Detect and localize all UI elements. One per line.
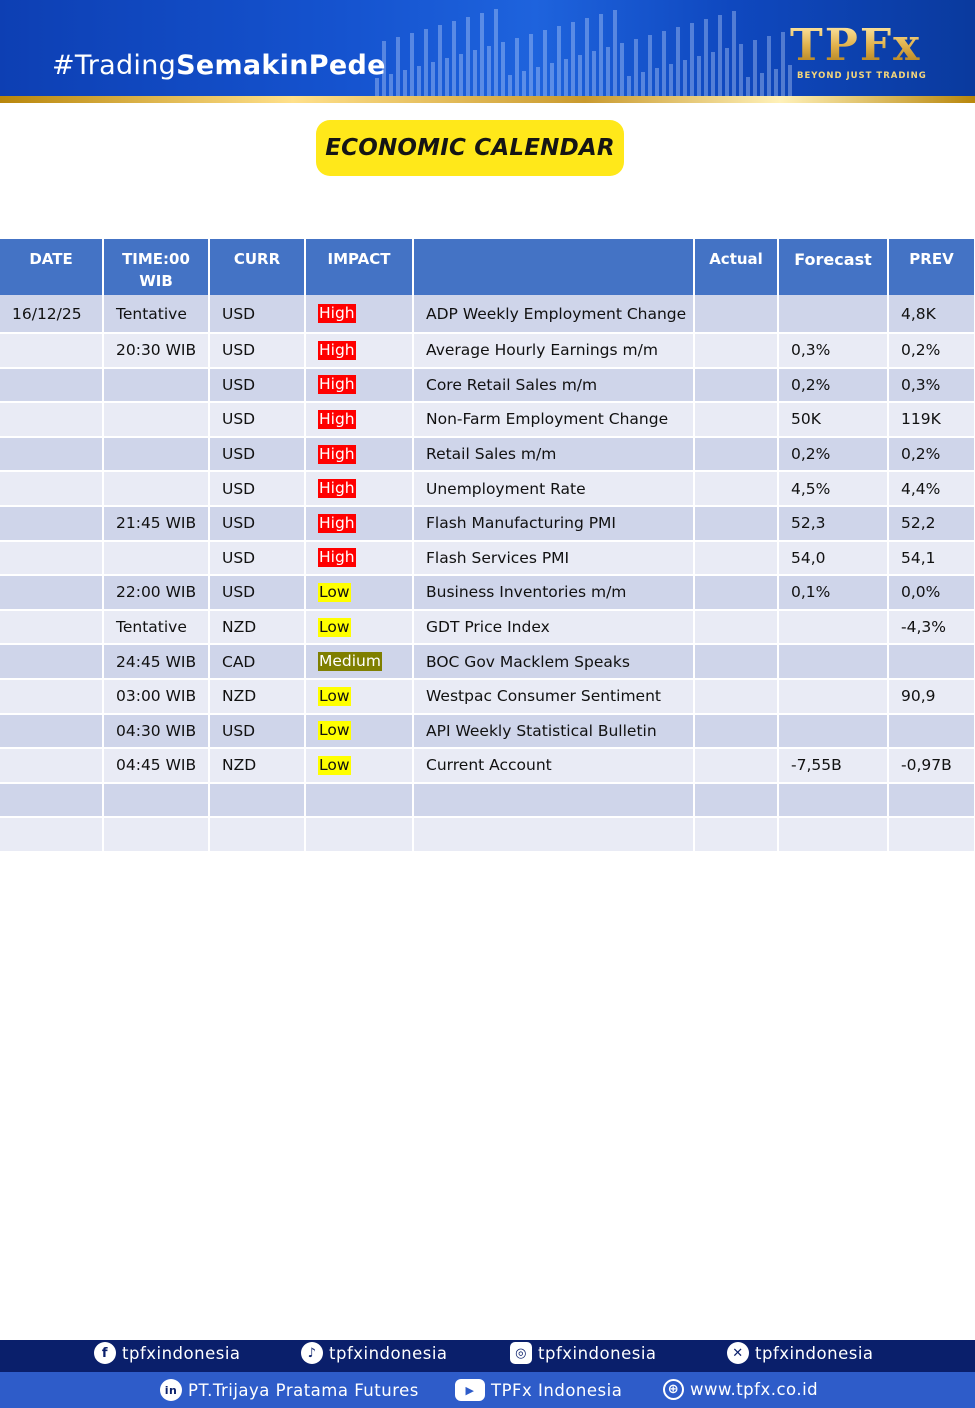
page-title: ECONOMIC CALENDAR	[316, 120, 624, 176]
impact-badge: Medium	[319, 652, 381, 671]
col-header-prev: PREV	[888, 239, 975, 295]
cell-curr	[209, 817, 305, 852]
cell-forecast: 54,0	[778, 541, 888, 576]
cell-date	[0, 575, 103, 610]
cell-forecast: 0,3%	[778, 333, 888, 368]
col-header-impact: IMPACT	[305, 239, 413, 295]
decor-bar	[424, 29, 428, 98]
impact-badge: High	[319, 444, 355, 463]
footer-facebook[interactable]	[94, 1342, 241, 1364]
decor-bar	[760, 73, 764, 98]
cell-event: Flash Manufacturing PMI	[413, 506, 694, 541]
x-handle: tpfxindonesia	[755, 1343, 874, 1363]
cell-date	[0, 437, 103, 472]
decor-bar	[648, 35, 652, 98]
cell-forecast	[778, 783, 888, 818]
decor-bar	[662, 31, 666, 98]
cell-impact	[305, 575, 413, 610]
footer-linkedin[interactable]	[160, 1379, 419, 1401]
col-header-time: TIME:00 WIB	[103, 239, 209, 295]
decor-bar	[634, 39, 638, 98]
cell-actual	[694, 402, 778, 437]
table-row	[0, 714, 975, 749]
impact-badge: High	[319, 304, 355, 322]
decor-bar	[396, 37, 400, 98]
table-row	[0, 402, 975, 437]
table-row	[0, 541, 975, 576]
decor-bar	[571, 22, 575, 98]
tiktok-icon: ♪	[301, 1342, 323, 1364]
instagram-handle: tpfxindonesia	[538, 1343, 657, 1363]
cell-impact	[305, 437, 413, 472]
cell-actual	[694, 368, 778, 403]
cell-forecast	[778, 610, 888, 645]
cell-forecast	[778, 714, 888, 749]
table-row	[0, 679, 975, 714]
cell-event: BOC Gov Macklem Speaks	[413, 644, 694, 679]
decor-bar	[550, 63, 554, 98]
cell-curr: USD	[209, 368, 305, 403]
cell-date	[0, 714, 103, 749]
cell-event: Retail Sales m/m	[413, 437, 694, 472]
cell-curr: USD	[209, 333, 305, 368]
col-header-date: DATE	[0, 239, 103, 295]
impact-badge: Low	[319, 721, 350, 740]
cell-actual	[694, 541, 778, 576]
decor-bar	[494, 9, 498, 98]
footer-instagram[interactable]	[510, 1342, 657, 1364]
decor-bar	[501, 42, 505, 98]
linkedin-name: PT.Trijaya Pratama Futures	[188, 1380, 419, 1400]
cell-prev: 4,8K	[888, 295, 975, 333]
cell-curr: USD	[209, 575, 305, 610]
cell-curr: USD	[209, 437, 305, 472]
cell-time: Tentative	[103, 610, 209, 645]
table-row	[0, 644, 975, 679]
facebook-icon: f	[94, 1342, 116, 1364]
footer-youtube[interactable]	[455, 1379, 622, 1401]
cell-time: 20:30 WIB	[103, 333, 209, 368]
table-row	[0, 295, 975, 333]
cell-curr: USD	[209, 402, 305, 437]
cell-time: Tentative	[103, 295, 209, 333]
cell-prev: 0,2%	[888, 437, 975, 472]
brand-tagline: BEYOND JUST TRADING	[797, 71, 927, 81]
cell-date	[0, 644, 103, 679]
col-header-curr: CURR	[209, 239, 305, 295]
decor-bar	[669, 64, 673, 98]
cell-event: Business Inventories m/m	[413, 575, 694, 610]
cell-event: GDT Price Index	[413, 610, 694, 645]
footer-tiktok[interactable]	[301, 1342, 448, 1364]
cell-time: 04:45 WIB	[103, 748, 209, 783]
cell-event	[413, 783, 694, 818]
cell-event: Core Retail Sales m/m	[413, 368, 694, 403]
cell-prev	[888, 783, 975, 818]
decor-bar	[438, 25, 442, 98]
cell-impact	[305, 471, 413, 506]
decor-bar	[732, 11, 736, 98]
decor-bar	[459, 54, 463, 98]
decor-bar	[599, 14, 603, 98]
cell-curr: USD	[209, 714, 305, 749]
brand-logo: TPFx	[790, 20, 922, 71]
cell-time	[103, 817, 209, 852]
cell-date	[0, 402, 103, 437]
table-row	[0, 471, 975, 506]
cell-forecast: 50K	[778, 402, 888, 437]
cell-date	[0, 748, 103, 783]
cell-forecast: 0,1%	[778, 575, 888, 610]
impact-badge: Low	[319, 755, 350, 774]
cell-curr: USD	[209, 295, 305, 333]
cell-impact	[305, 295, 413, 333]
x-icon: ✕	[727, 1342, 749, 1364]
decor-bar	[781, 32, 785, 98]
cell-time	[103, 368, 209, 403]
cell-date: 16/12/25	[0, 295, 103, 333]
table-row	[0, 748, 975, 783]
table-row	[0, 817, 975, 852]
decor-bar	[431, 62, 435, 98]
linkedin-icon: in	[160, 1379, 182, 1401]
cell-actual	[694, 714, 778, 749]
cell-forecast: 52,3	[778, 506, 888, 541]
cell-time	[103, 471, 209, 506]
decor-bar	[774, 69, 778, 98]
table-row	[0, 610, 975, 645]
impact-badge: High	[319, 548, 355, 567]
table-row	[0, 506, 975, 541]
cell-impact	[305, 333, 413, 368]
cell-time: 22:00 WIB	[103, 575, 209, 610]
header-banner	[0, 0, 975, 98]
cell-date	[0, 783, 103, 818]
cell-actual	[694, 679, 778, 714]
cell-date	[0, 333, 103, 368]
decor-bar	[536, 67, 540, 98]
cell-event: Average Hourly Earnings m/m	[413, 333, 694, 368]
table-row	[0, 783, 975, 818]
cell-prev	[888, 817, 975, 852]
decor-bar	[403, 70, 407, 98]
decor-bar	[389, 74, 393, 98]
cell-forecast: 4,5%	[778, 471, 888, 506]
cell-time: 21:45 WIB	[103, 506, 209, 541]
cell-curr: USD	[209, 506, 305, 541]
impact-badge: High	[319, 340, 355, 359]
cell-impact	[305, 368, 413, 403]
impact-badge: High	[319, 513, 355, 532]
cell-forecast	[778, 817, 888, 852]
footer-x[interactable]	[727, 1342, 874, 1364]
decor-bar	[529, 34, 533, 98]
table-row	[0, 575, 975, 610]
cell-time	[103, 783, 209, 818]
decor-bar	[718, 15, 722, 98]
cell-time: 03:00 WIB	[103, 679, 209, 714]
cell-time: 24:45 WIB	[103, 644, 209, 679]
decor-bar	[592, 51, 596, 98]
cell-impact	[305, 748, 413, 783]
cell-prev: -4,3%	[888, 610, 975, 645]
impact-badge: High	[319, 409, 355, 428]
decor-bar	[452, 21, 456, 98]
cell-time	[103, 541, 209, 576]
cell-actual	[694, 575, 778, 610]
cell-impact	[305, 610, 413, 645]
cell-impact	[305, 783, 413, 818]
cell-event: ADP Weekly Employment Change	[413, 295, 694, 333]
decor-bar	[683, 60, 687, 98]
cell-forecast	[778, 679, 888, 714]
cell-impact	[305, 817, 413, 852]
decor-bar	[606, 47, 610, 98]
cell-prev: 4,4%	[888, 471, 975, 506]
cell-curr: NZD	[209, 748, 305, 783]
table-row	[0, 437, 975, 472]
cell-actual	[694, 644, 778, 679]
cell-impact	[305, 506, 413, 541]
decor-bar	[480, 13, 484, 98]
youtube-name: TPFx Indonesia	[491, 1380, 623, 1400]
cell-date	[0, 506, 103, 541]
cell-forecast: 0,2%	[778, 437, 888, 472]
impact-badge: High	[319, 479, 355, 498]
decor-bar	[739, 44, 743, 98]
cell-actual	[694, 610, 778, 645]
cell-prev	[888, 644, 975, 679]
cell-time	[103, 402, 209, 437]
decor-bar	[655, 68, 659, 98]
youtube-icon: ▶	[455, 1379, 485, 1401]
website-url: www.tpfx.co.id	[690, 1380, 819, 1399]
impact-badge: Low	[319, 617, 350, 636]
cell-forecast	[778, 295, 888, 333]
decor-bar	[697, 56, 701, 98]
table-row	[0, 333, 975, 368]
decor-bar	[515, 38, 519, 98]
decor-bar	[375, 78, 379, 98]
decor-bar	[522, 71, 526, 98]
cell-curr: CAD	[209, 644, 305, 679]
decor-bar	[620, 43, 624, 98]
gold-divider	[0, 96, 975, 103]
cell-date	[0, 817, 103, 852]
cell-curr: USD	[209, 471, 305, 506]
cell-forecast	[778, 644, 888, 679]
decor-bar	[704, 19, 708, 98]
cell-actual	[694, 437, 778, 472]
cell-actual	[694, 333, 778, 368]
decor-bar	[711, 52, 715, 98]
globe-icon: ⊕	[663, 1379, 684, 1400]
economic-calendar-table	[0, 239, 975, 853]
col-header-event	[413, 239, 694, 295]
facebook-handle: tpfxindonesia	[122, 1343, 241, 1363]
cell-curr: USD	[209, 541, 305, 576]
decor-bar	[641, 72, 645, 98]
cell-impact	[305, 402, 413, 437]
cell-prev: 119K	[888, 402, 975, 437]
cell-event: Flash Services PMI	[413, 541, 694, 576]
footer-website[interactable]	[663, 1379, 818, 1400]
chart-decoration	[375, 0, 795, 98]
table-header-row	[0, 239, 975, 295]
cell-date	[0, 368, 103, 403]
decor-bar	[543, 30, 547, 98]
decor-bar	[564, 59, 568, 98]
cell-prev: 54,1	[888, 541, 975, 576]
cell-curr	[209, 783, 305, 818]
cell-event: Current Account	[413, 748, 694, 783]
impact-badge: High	[319, 375, 355, 394]
instagram-icon: ◎	[510, 1342, 532, 1364]
decor-bar	[487, 46, 491, 98]
cell-prev: 90,9	[888, 679, 975, 714]
cell-event: Non-Farm Employment Change	[413, 402, 694, 437]
cell-forecast: 0,2%	[778, 368, 888, 403]
decor-bar	[410, 33, 414, 98]
cell-prev: 0,2%	[888, 333, 975, 368]
cell-actual	[694, 471, 778, 506]
cell-prev: -0,97B	[888, 748, 975, 783]
cell-actual	[694, 506, 778, 541]
cell-actual	[694, 783, 778, 818]
cell-event: API Weekly Statistical Bulletin	[413, 714, 694, 749]
decor-bar	[725, 48, 729, 98]
cell-actual	[694, 817, 778, 852]
decor-bar	[690, 23, 694, 98]
decor-bar	[578, 55, 582, 98]
cell-event	[413, 817, 694, 852]
cell-date	[0, 471, 103, 506]
cell-time	[103, 437, 209, 472]
cell-actual	[694, 295, 778, 333]
cell-curr: NZD	[209, 679, 305, 714]
decor-bar	[508, 75, 512, 98]
impact-badge: Low	[319, 686, 350, 705]
decor-bar	[746, 77, 750, 98]
cell-event: Westpac Consumer Sentiment	[413, 679, 694, 714]
decor-bar	[627, 76, 631, 98]
decor-bar	[676, 27, 680, 98]
decor-bar	[417, 66, 421, 98]
cell-forecast: -7,55B	[778, 748, 888, 783]
cell-impact	[305, 541, 413, 576]
decor-bar	[613, 10, 617, 98]
cell-impact	[305, 714, 413, 749]
col-header-forecast: Forecast	[778, 239, 888, 295]
impact-badge: Low	[319, 582, 350, 601]
cell-prev: 52,2	[888, 506, 975, 541]
decor-bar	[466, 17, 470, 98]
hashtag-text: #TradingSemakinPede	[52, 50, 386, 81]
decor-bar	[557, 26, 561, 98]
cell-prev	[888, 714, 975, 749]
decor-bar	[445, 58, 449, 98]
cell-prev: 0,0%	[888, 575, 975, 610]
decor-bar	[753, 40, 757, 98]
decor-bar	[767, 36, 771, 98]
table-row	[0, 368, 975, 403]
cell-event: Unemployment Rate	[413, 471, 694, 506]
cell-impact	[305, 644, 413, 679]
col-header-actual: Actual	[694, 239, 778, 295]
cell-impact	[305, 679, 413, 714]
cell-date	[0, 610, 103, 645]
cell-prev: 0,3%	[888, 368, 975, 403]
tiktok-handle: tpfxindonesia	[329, 1343, 448, 1363]
decor-bar	[473, 50, 477, 98]
cell-time: 04:30 WIB	[103, 714, 209, 749]
cell-curr: NZD	[209, 610, 305, 645]
cell-date	[0, 679, 103, 714]
decor-bar	[585, 18, 589, 98]
cell-date	[0, 541, 103, 576]
cell-actual	[694, 748, 778, 783]
